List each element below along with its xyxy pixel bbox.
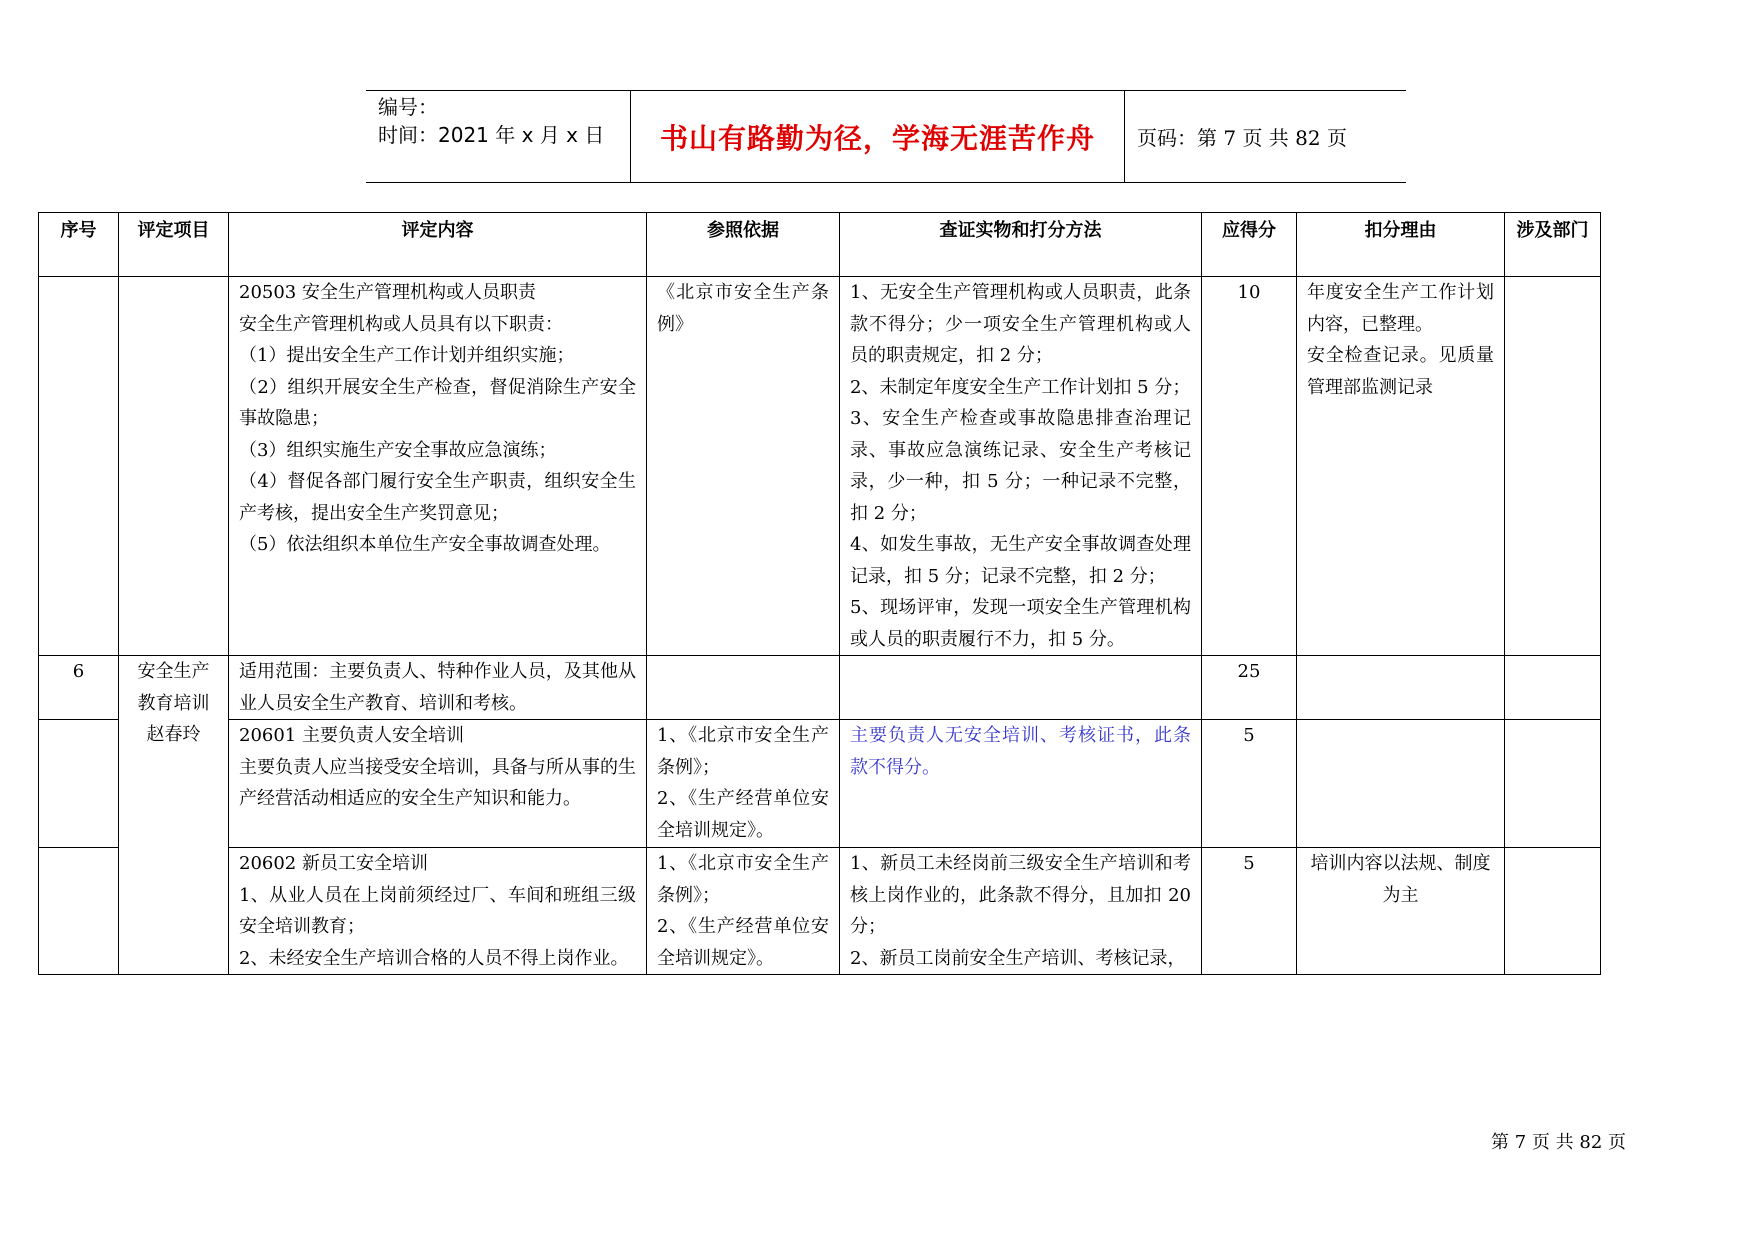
cell-reason: 培训内容以法规、制度为主 (1297, 848, 1505, 975)
basis-line: 2、《生产经营单位安全培训规定》。 (657, 788, 829, 841)
cell-score: 5 (1202, 720, 1297, 848)
content-line: 安全生产管理机构或人员具有以下职责： (239, 313, 563, 335)
cell-content (229, 277, 647, 656)
cell-no: 6 (39, 656, 119, 720)
cell-basis (647, 656, 840, 720)
cell-basis: 《北京市安全生产条例》 (647, 277, 840, 656)
header-left (366, 91, 630, 182)
item-owner: 赵春玲 (146, 724, 201, 745)
col-header-content: 评定内容 (229, 213, 647, 277)
col-header-no: 序号 (39, 213, 119, 277)
header-page-label: 页码：第 7 页 共 82 页 (1137, 126, 1347, 150)
cell-item (119, 656, 229, 975)
cell-method (840, 277, 1202, 656)
cell-basis (647, 848, 840, 975)
content-line: 20503 安全生产管理机构或人员职责 (239, 282, 536, 303)
method-line: 5、现场评审，发现一项安全生产管理机构或人员的职责履行不力，扣 5 分。 (850, 597, 1191, 650)
header-motto: 书山有路勤为径，学海无涯苦作舟 (630, 91, 1125, 182)
cell-dept (1505, 848, 1601, 975)
content-line: 20601 主要负责人安全培训 (239, 725, 464, 746)
document-header (366, 90, 1406, 183)
method-line: 2、新员工岗前安全生产培训、考核记录， (850, 947, 1186, 969)
cell-method: 主要负责人无安全培训、考核证书，此条款不得分。 (840, 720, 1202, 848)
method-line: 1、无安全生产管理机构或人员职责，此条款不得分；少一项安全生产管理机构或人员的职责规定，扣 2 分； (850, 282, 1191, 366)
content-line: （4）督促各部门履行安全生产职责，组织安全生产考核，提出安全生产奖罚意见； (239, 471, 636, 524)
document-time-label: 时间：2021 年 x 月 x 日 (378, 123, 605, 147)
cell-no (39, 720, 119, 848)
document-number-label: 编号： (378, 95, 438, 119)
table-row (39, 277, 1601, 656)
col-header-dept: 涉及部门 (1505, 213, 1601, 277)
cell-reason (1297, 656, 1505, 720)
method-line: 2、未制定年度安全生产工作计划扣 5 分； (850, 376, 1191, 398)
col-header-method: 查证实物和打分方法 (840, 213, 1202, 277)
item-name: 安全生产教育培训 (137, 661, 210, 714)
evaluation-table (38, 212, 1601, 975)
page-footer: 第 7 页 共 82 页 (1491, 1132, 1626, 1153)
table-row (39, 656, 1601, 720)
cell-basis (647, 720, 840, 848)
content-line: 1、从业人员在上岗前须经过厂、车间和班组三级安全培训教育； (239, 884, 636, 937)
cell-score: 25 (1202, 656, 1297, 720)
cell-no (39, 277, 119, 656)
method-line: 4、如发生事故，无生产安全事故调查处理记录，扣 5 分；记录不完整，扣 2 分； (850, 534, 1191, 587)
cell-no (39, 848, 119, 975)
content-line: （3）组织实施生产安全事故应急演练； (239, 439, 557, 461)
cell-content (229, 848, 647, 975)
content-line: （1）提出安全生产工作计划并组织实施； (239, 345, 575, 366)
table-header-row (39, 213, 1601, 277)
content-line: （5）依法组织本单位生产安全事故调查处理。 (239, 534, 611, 555)
basis-line: 2、《生产经营单位安全培训规定》。 (657, 916, 829, 969)
method-line: 3、安全生产检查或事故隐患排查治理记录、事故应急演练记录、安全生产考核记录，少一种，扣 5 分；一种记录不完整，扣 2 分； (850, 408, 1191, 524)
cell-score: 5 (1202, 848, 1297, 975)
cell-dept (1505, 656, 1601, 720)
table-row (39, 848, 1601, 975)
cell-reason (1297, 720, 1505, 848)
cell-dept (1505, 277, 1601, 656)
col-header-basis: 参照依据 (647, 213, 840, 277)
table-row (39, 720, 1601, 848)
cell-method (840, 848, 1202, 975)
cell-dept (1505, 720, 1601, 848)
cell-method (840, 656, 1202, 720)
reason-line: 安全检查记录。见质量管理部监测记录 (1307, 345, 1494, 398)
content-line: 20602 新员工安全培训 (239, 853, 428, 874)
content-line: 主要负责人应当接受安全培训，具备与所从事的生产经营活动相适应的安全生产知识和能力。 (239, 756, 636, 809)
basis-line: 1、《北京市安全生产条例》； (657, 725, 829, 778)
cell-reason (1297, 277, 1505, 656)
col-header-score: 应得分 (1202, 213, 1297, 277)
cell-content: 适用范围：主要负责人、特种作业人员，及其他从业人员安全生产教育、培训和考核。 (229, 656, 647, 720)
basis-line: 1、《北京市安全生产条例》； (657, 853, 829, 906)
content-line: （2）组织开展安全生产检查，督促消除生产安全事故隐患； (239, 376, 636, 429)
col-header-reason: 扣分理由 (1297, 213, 1505, 277)
content-line: 2、未经安全生产培训合格的人员不得上岗作业。 (239, 947, 629, 969)
reason-line: 年度安全生产工作计划内容，已整理。 (1307, 282, 1494, 335)
cell-item (119, 277, 229, 656)
method-line: 1、新员工未经岗前三级安全生产培训和考核上岗作业的，此条款不得分，且加扣 20 分； (850, 853, 1191, 937)
cell-content (229, 720, 647, 848)
cell-score: 10 (1202, 277, 1297, 656)
col-header-item: 评定项目 (119, 213, 229, 277)
